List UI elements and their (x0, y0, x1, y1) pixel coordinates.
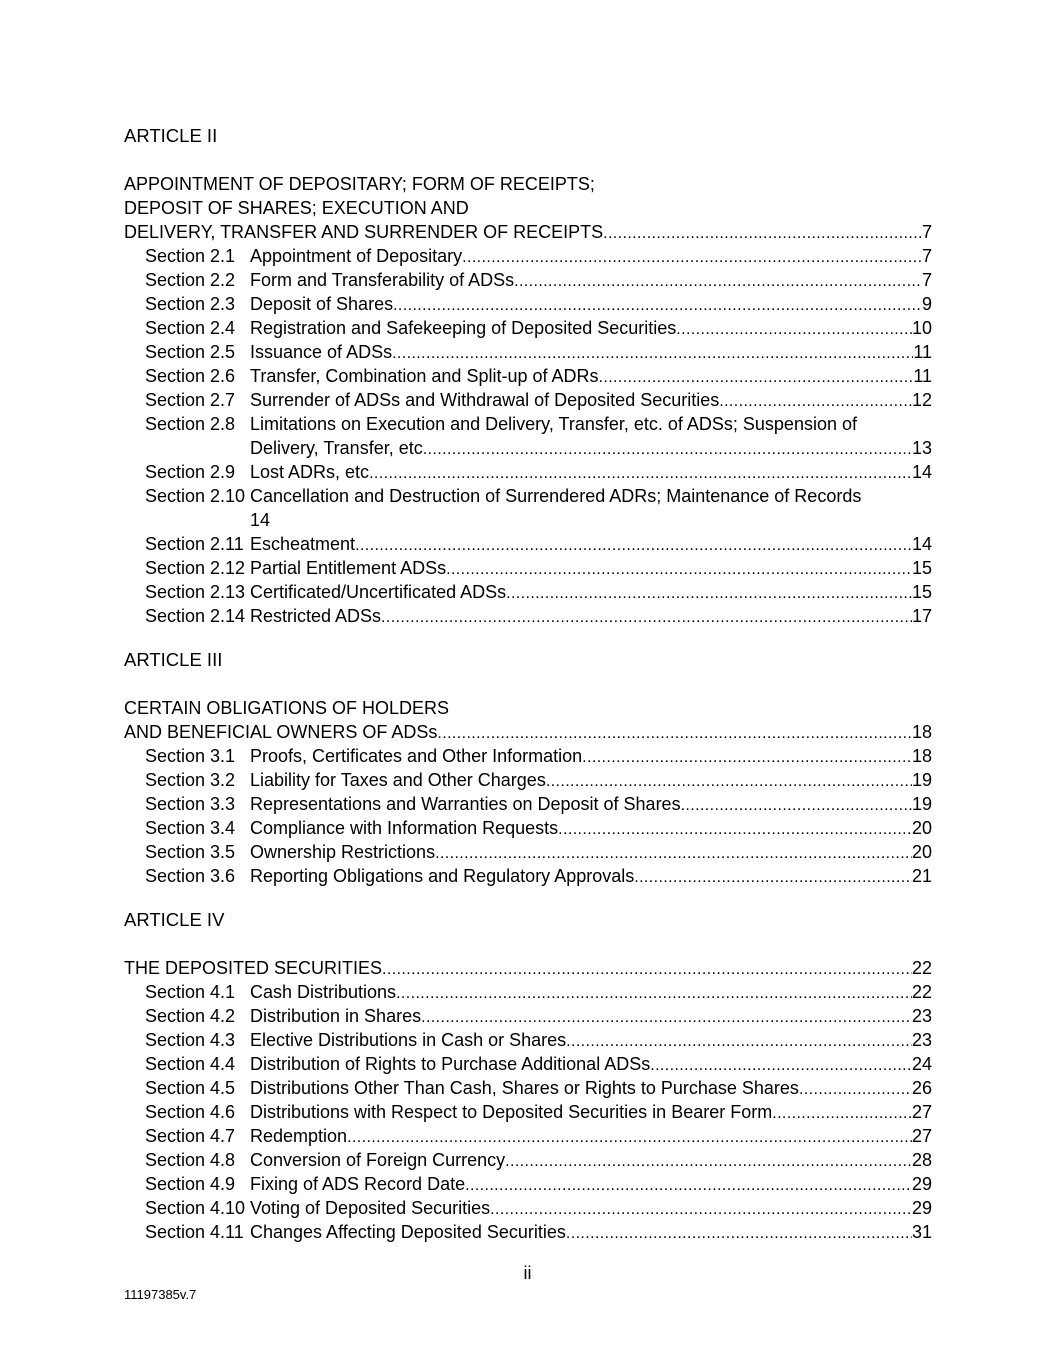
section-page-number: 23 (911, 1006, 932, 1026)
toc-section-entry (124, 816, 932, 840)
section-page-number: 20 (911, 818, 932, 838)
section-number: Section 4.3 (145, 1030, 236, 1050)
section-body (250, 484, 932, 532)
toc-section-entry (124, 744, 932, 768)
section-page-number: 10 (911, 318, 932, 338)
section-number: Section 3.2 (145, 770, 236, 790)
section-title: Fixing of ADS Record Date (250, 1174, 466, 1194)
section-page-number: 27 (911, 1126, 932, 1146)
dot-leader (506, 582, 912, 606)
section-number: Section 3.5 (145, 842, 236, 862)
section-body (250, 388, 932, 412)
article-title-line: CERTAIN OBLIGATIONS OF HOLDERS (124, 698, 450, 718)
section-title: Transfer, Combination and Split-up of ADRs (250, 366, 599, 386)
section-title: Partial Entitlement ADSs (250, 558, 447, 578)
section-title: Registration and Safekeeping of Deposited Securities (250, 318, 677, 338)
section-title-line (250, 1028, 932, 1052)
section-title: Delivery, Transfer, etc (250, 438, 423, 458)
section-title: Distributions Other Than Cash, Shares or Rights to Purchase Shares (250, 1078, 799, 1098)
section-body (250, 580, 932, 604)
section-title: Representations and Warranties on Deposit of Shares (250, 794, 681, 814)
section-body (250, 412, 932, 460)
section-body (250, 1076, 932, 1100)
dot-leader (437, 722, 912, 746)
toc-section-entry (124, 484, 932, 532)
section-number: Section 3.4 (145, 818, 236, 838)
section-title: Deposit of Shares (250, 294, 394, 314)
section-title-first-line: Cancellation and Destruction of Surrendered ADRs; Maintenance of Records (250, 486, 862, 506)
section-number: Section 2.3 (145, 294, 236, 314)
section-number: Section 4.2 (145, 1006, 236, 1026)
section-body (250, 316, 932, 340)
toc-section-entry (124, 1124, 932, 1148)
section-title-line (250, 1052, 932, 1076)
toc-section-entry (124, 864, 932, 888)
article-page-number: 22 (911, 958, 932, 978)
section-number: Section 4.11 (145, 1222, 244, 1242)
section-title-line (250, 1004, 932, 1028)
section-title: Distribution of Rights to Purchase Additional ADSs (250, 1054, 651, 1074)
section-title: Escheatment (250, 534, 356, 554)
section-page-number: 15 (911, 582, 932, 602)
section-title-line (250, 316, 932, 340)
section-title-line (250, 244, 932, 268)
section-title: Conversion of Foreign Currency (250, 1150, 506, 1170)
section-page-number: 12 (911, 390, 932, 410)
section-number: Section 2.7 (145, 390, 236, 410)
section-page-number: 28 (911, 1150, 932, 1170)
section-page-number: 9 (921, 294, 932, 314)
section-page-number: 22 (911, 982, 932, 1002)
toc-section-entry (124, 840, 932, 864)
section-body (250, 768, 932, 792)
dot-leader (446, 558, 912, 582)
section-title: Certificated/Uncertificated ADSs (250, 582, 507, 602)
section-body (250, 364, 932, 388)
section-title-line (250, 1172, 932, 1196)
toc-section-entry (124, 340, 932, 364)
section-page-number: 14 (250, 510, 271, 530)
section-number: Section 2.5 (145, 342, 236, 362)
section-number: Section 4.6 (145, 1102, 236, 1122)
dot-leader (603, 222, 922, 246)
dot-leader (423, 438, 912, 462)
section-title: Issuance of ADSs (250, 342, 393, 362)
section-page-number: 18 (911, 746, 932, 766)
section-body (250, 1028, 932, 1052)
section-title: Lost ADRs, etc (250, 462, 370, 482)
section-title-line (250, 864, 932, 888)
toc-section-entry (124, 292, 932, 316)
section-title-line (250, 840, 932, 864)
section-page-number: 14 (911, 462, 932, 482)
section-body (250, 1004, 932, 1028)
section-title: Cash Distributions (250, 982, 397, 1002)
section-page-number: 7 (921, 246, 932, 266)
section-title-first-line: Limitations on Execution and Delivery, Transfer, etc. of ADSs; Suspension of (250, 414, 857, 434)
section-title-line (250, 460, 932, 484)
section-body (250, 292, 932, 316)
dot-leader (566, 1030, 912, 1054)
section-page-number: 11 (913, 342, 932, 362)
toc-section-entry (124, 364, 932, 388)
toc-section-entry (124, 768, 932, 792)
dot-leader (490, 1198, 912, 1222)
section-title: Surrender of ADSs and Withdrawal of Deposited Securities (250, 390, 720, 410)
section-number: Section 2.10 (145, 486, 246, 506)
section-title-line (250, 268, 932, 292)
article-page-number: 18 (911, 722, 932, 742)
section-title: Proofs, Certificates and Other Information (250, 746, 583, 766)
dot-leader (382, 958, 912, 982)
section-number: Section 2.9 (145, 462, 236, 482)
section-title-line (250, 364, 932, 388)
section-title: Liability for Taxes and Other Charges (250, 770, 546, 790)
toc-section-entry (124, 980, 932, 1004)
section-body (250, 1220, 932, 1244)
section-body (250, 460, 932, 484)
section-number: Section 3.3 (145, 794, 236, 814)
section-title: Ownership Restrictions (250, 842, 436, 862)
dot-leader (719, 390, 912, 414)
toc-section-entry (124, 316, 932, 340)
section-title-line (250, 580, 932, 604)
article-block (124, 908, 932, 1244)
dot-leader (772, 1102, 912, 1126)
section-number: Section 3.6 (145, 866, 236, 886)
section-title-line (250, 1196, 932, 1220)
section-body (250, 532, 932, 556)
dot-leader (435, 842, 912, 866)
section-body (250, 340, 932, 364)
article-title-entry (124, 220, 932, 244)
toc-section-entry (124, 412, 932, 460)
section-body (250, 840, 932, 864)
document-id: 11197385v.7 (124, 1287, 197, 1302)
article-heading: ARTICLE III (124, 649, 223, 670)
dot-leader (462, 246, 922, 270)
article-block (124, 124, 932, 628)
article-title-text: DELIVERY, TRANSFER AND SURRENDER OF RECEIPTS (124, 222, 604, 242)
page-number: ii (523, 1263, 532, 1283)
section-number: Section 4.8 (145, 1150, 236, 1170)
dot-leader (650, 1054, 912, 1078)
section-title: Form and Transferability of ADSs (250, 270, 515, 290)
section-title: Reporting Obligations and Regulatory Approvals (250, 866, 635, 886)
toc-section-entry (124, 580, 932, 604)
dot-leader (599, 366, 914, 390)
section-page-number: 27 (911, 1102, 932, 1122)
section-number: Section 4.9 (145, 1174, 236, 1194)
dot-leader (582, 746, 912, 770)
toc-section-entry (124, 1028, 932, 1052)
section-body (250, 744, 932, 768)
article-block (124, 648, 932, 888)
section-title-line (250, 292, 932, 316)
section-body (250, 604, 932, 628)
toc-section-entry (124, 1148, 932, 1172)
toc-section-entry (124, 792, 932, 816)
section-title-line (250, 604, 932, 628)
section-page-number: 19 (911, 770, 932, 790)
section-title-line (250, 1148, 932, 1172)
section-page-number: 29 (911, 1198, 932, 1218)
section-title-line (250, 556, 932, 580)
dot-leader (396, 982, 912, 1006)
section-page-number: 13 (911, 438, 932, 458)
section-page-number: 21 (911, 866, 932, 886)
article-title-entry (124, 956, 932, 980)
section-page-number: 17 (911, 606, 932, 626)
section-number: Section 3.1 (145, 746, 236, 766)
section-body (250, 1196, 932, 1220)
section-body (250, 792, 932, 816)
section-page-number: 14 (911, 534, 932, 554)
section-page-number: 24 (911, 1054, 932, 1074)
article-page-number: 7 (921, 222, 932, 242)
section-title-line (250, 768, 932, 792)
section-page-number: 26 (911, 1078, 932, 1098)
dot-leader (392, 342, 913, 366)
section-title: Redemption (250, 1126, 348, 1146)
section-number: Section 4.4 (145, 1054, 236, 1074)
section-number: Section 2.8 (145, 414, 236, 434)
section-page-number: 15 (911, 558, 932, 578)
section-title-line (250, 340, 932, 364)
dot-leader (505, 1150, 912, 1174)
section-title-line (250, 436, 932, 460)
section-number: Section 2.1 (145, 246, 236, 266)
section-page-number: 11 (913, 366, 932, 386)
section-page-number: 29 (911, 1174, 932, 1194)
section-body (250, 1124, 932, 1148)
dot-leader (676, 318, 912, 342)
toc-section-entry (124, 268, 932, 292)
section-title-line (250, 980, 932, 1004)
section-title-line (250, 816, 932, 840)
dot-leader (681, 794, 912, 818)
section-number: Section 4.7 (145, 1126, 236, 1146)
toc-section-entry (124, 604, 932, 628)
section-title: Distributions with Respect to Deposited Securities in Bearer Form (250, 1102, 773, 1122)
section-title: Voting of Deposited Securities (250, 1198, 491, 1218)
toc-section-entry (124, 1004, 932, 1028)
section-title-line (250, 1124, 932, 1148)
section-number: Section 2.11 (145, 534, 244, 554)
dot-leader (566, 1222, 912, 1246)
section-body (250, 1100, 932, 1124)
section-body (250, 1148, 932, 1172)
section-title: Distribution in Shares (250, 1006, 422, 1026)
article-title-text: AND BENEFICIAL OWNERS OF ADSs (124, 722, 438, 742)
dot-leader (393, 294, 922, 318)
dot-leader (347, 1126, 912, 1150)
section-title: Appointment of Depositary (250, 246, 463, 266)
dot-leader (369, 462, 912, 486)
section-body (250, 244, 932, 268)
section-page-number: 7 (921, 270, 932, 290)
section-title: Elective Distributions in Cash or Shares (250, 1030, 567, 1050)
section-page-number: 19 (911, 794, 932, 814)
dot-leader (799, 1078, 912, 1102)
table-of-contents (124, 124, 932, 1264)
toc-section-entry (124, 1220, 932, 1244)
article-heading: ARTICLE II (124, 125, 218, 146)
section-page-number: 20 (911, 842, 932, 862)
section-title-line (250, 744, 932, 768)
article-title-text: THE DEPOSITED SECURITIES (124, 958, 383, 978)
dot-leader (465, 1174, 912, 1198)
section-page-number: 23 (911, 1030, 932, 1050)
dot-leader (514, 270, 922, 294)
toc-section-entry (124, 388, 932, 412)
section-body (250, 268, 932, 292)
dot-leader (558, 818, 912, 842)
toc-section-entry (124, 1076, 932, 1100)
dot-leader (381, 606, 912, 630)
section-title-line (250, 532, 932, 556)
toc-section-entry (124, 460, 932, 484)
section-number: Section 2.13 (145, 582, 246, 602)
section-title-line (250, 388, 932, 412)
section-body (250, 1172, 932, 1196)
dot-leader (546, 770, 912, 794)
dot-leader (421, 1006, 912, 1030)
section-body (250, 864, 932, 888)
section-number: Section 2.12 (145, 558, 246, 578)
article-title-line: APPOINTMENT OF DEPOSITARY; FORM OF RECEIPTS; (124, 174, 595, 194)
toc-section-entry (124, 1196, 932, 1220)
section-title-line (250, 1076, 932, 1100)
section-title-line (250, 1100, 932, 1124)
section-body (250, 556, 932, 580)
article-title-entry (124, 720, 932, 744)
section-title-line (250, 1220, 932, 1244)
toc-section-entry (124, 1052, 932, 1076)
dot-leader (634, 866, 912, 890)
section-number: Section 4.10 (145, 1198, 246, 1218)
section-title-line (250, 792, 932, 816)
toc-section-entry (124, 244, 932, 268)
dot-leader (355, 534, 912, 558)
section-title: Changes Affecting Deposited Securities (250, 1222, 566, 1242)
toc-section-entry (124, 556, 932, 580)
toc-section-entry (124, 532, 932, 556)
section-number: Section 4.1 (145, 982, 236, 1002)
section-body (250, 980, 932, 1004)
article-title-line: DEPOSIT OF SHARES; EXECUTION AND (124, 198, 469, 218)
toc-section-entry (124, 1100, 932, 1124)
article-heading: ARTICLE IV (124, 909, 225, 930)
section-number: Section 2.6 (145, 366, 236, 386)
section-body (250, 816, 932, 840)
section-number: Section 2.2 (145, 270, 236, 290)
section-number: Section 4.5 (145, 1078, 236, 1098)
section-number: Section 2.14 (145, 606, 246, 626)
section-title: Restricted ADSs (250, 606, 382, 626)
section-page-number: 31 (911, 1222, 932, 1242)
section-body (250, 1052, 932, 1076)
toc-section-entry (124, 1172, 932, 1196)
section-number: Section 2.4 (145, 318, 236, 338)
section-title: Compliance with Information Requests (250, 818, 559, 838)
